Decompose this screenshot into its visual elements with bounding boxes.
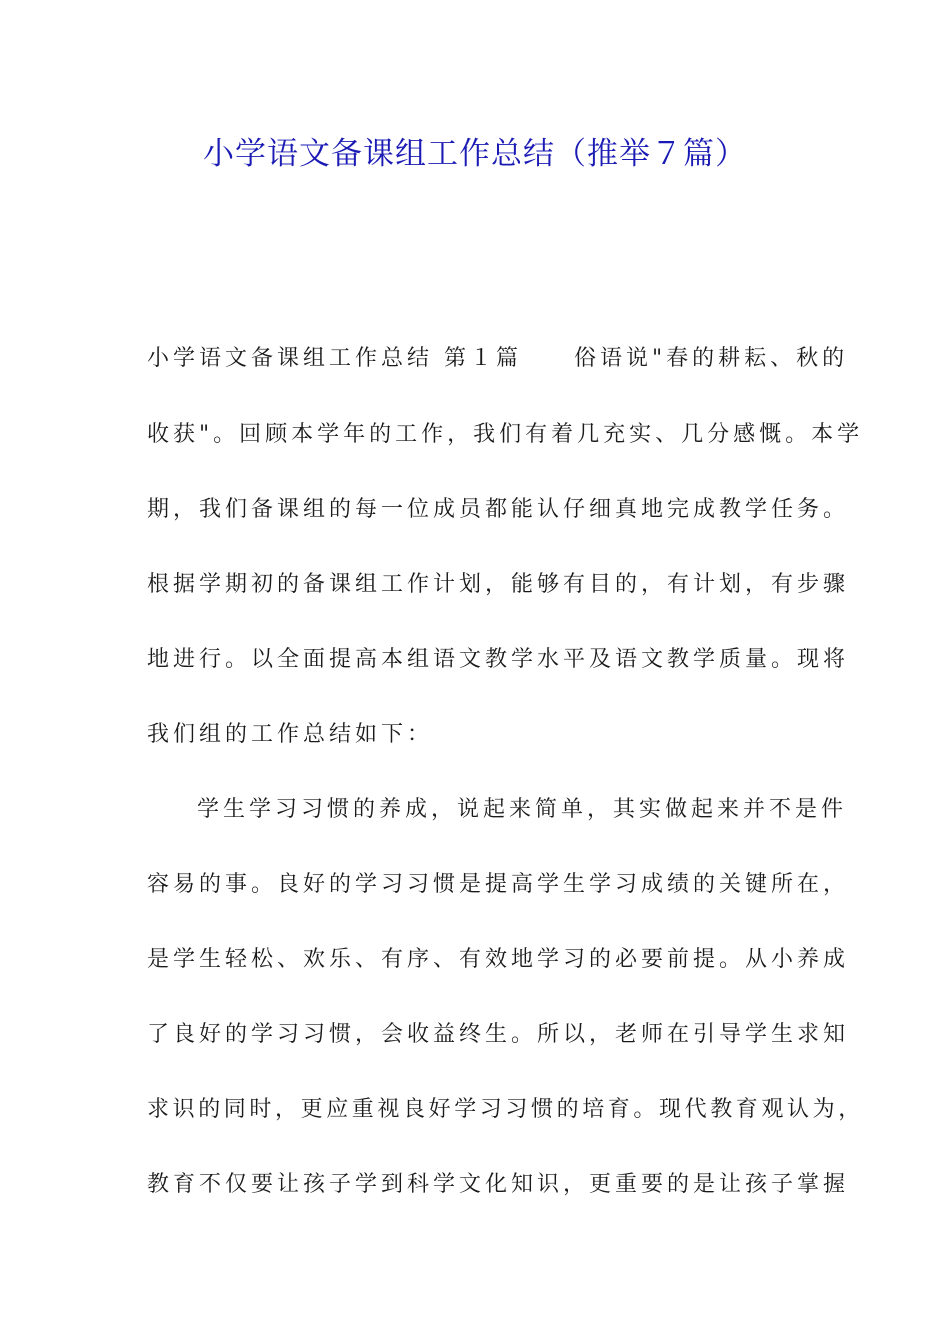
paragraph-line: 了良好的学习习惯，会收益终生。所以，老师在引导学生求知 — [147, 1022, 850, 1047]
paragraph-line: 收获"。回顾本学年的工作，我们有着几充实、几分感慨。本学 — [147, 422, 864, 447]
paragraph-line: 学生学习习惯的养成，说起来简单，其实做起来并不是件 — [197, 797, 848, 822]
paragraph-line: 教育不仅要让孩子学到科学文化知识，更重要的是让孩子掌握 — [147, 1172, 850, 1197]
paragraph-text: 俗语说"春的耕耘、秋的 — [574, 346, 849, 371]
paragraph-line: 容易的事。良好的学习习惯是提高学生学习成绩的关键所在， — [147, 872, 850, 897]
paragraph-line: 是学生轻松、欢乐、有序、有效地学习的必要前提。从小养成 — [147, 947, 850, 972]
paragraph-line: 我们组的工作总结如下： — [147, 722, 434, 747]
document-title: 小学语文备课组工作总结（推举７篇） — [203, 136, 747, 172]
section-heading: 小学语文备课组工作总结 第１篇 — [147, 346, 522, 371]
paragraph-line: 期，我们备课组的每一位成员都能认仔细真地完成教学任务。 — [147, 497, 850, 522]
paragraph-line — [147, 344, 849, 374]
paragraph-line: 根据学期初的备课组工作计划，能够有目的，有计划，有步骤 — [147, 572, 850, 597]
paragraph-line: 求识的同时，更应重视良好学习习惯的培育。现代教育观认为， — [147, 1097, 864, 1122]
paragraph-line: 地进行。以全面提高本组语文教学水平及语文教学质量。现将 — [147, 647, 850, 672]
